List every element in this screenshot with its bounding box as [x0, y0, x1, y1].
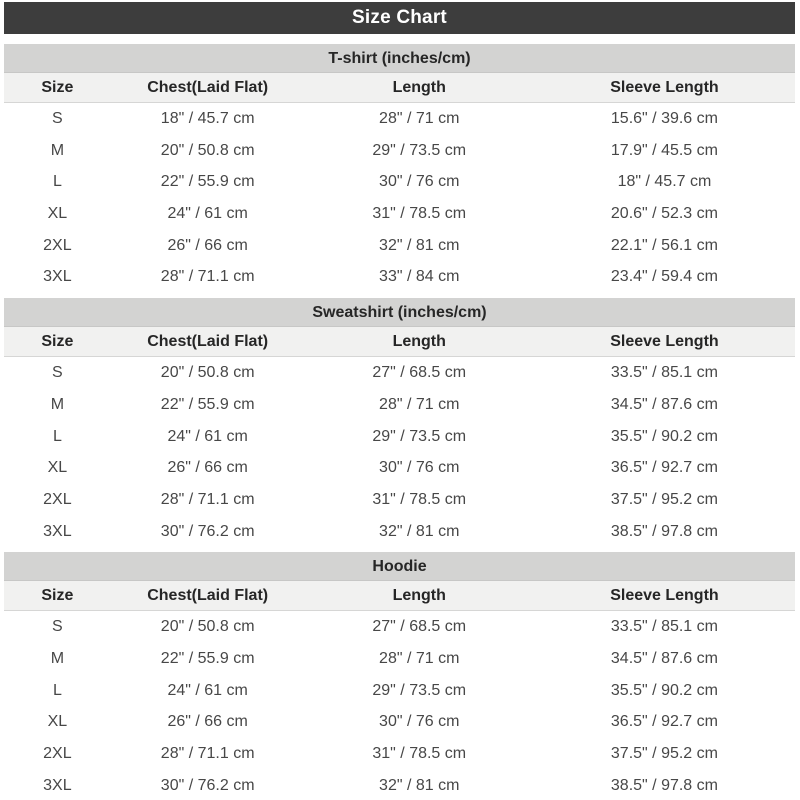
length-cell: 29" / 73.5 cm [372, 681, 467, 699]
size-cell: 3XL [43, 268, 72, 286]
sleeve-cell: 35.5" / 90.2 cm [610, 427, 718, 445]
size-cell: S [52, 110, 63, 127]
section-title-tshirt: T-shirt (inches/cm) [4, 44, 795, 73]
size-cell: XL [47, 713, 68, 731]
size-cell: 2XL [43, 490, 72, 508]
section-hoodie [4, 552, 795, 800]
size-cell: 2XL [43, 745, 72, 762]
length-cell: 32" / 81 cm [379, 776, 460, 794]
chest-cell: 18" / 45.7 cm [160, 110, 255, 127]
column-header-length: Length [392, 333, 446, 351]
chest-cell: 30" / 76.2 cm [160, 776, 255, 794]
chest-cell: 24" / 61 cm [167, 427, 248, 445]
sleeve-cell: 15.6" / 39.6 cm [610, 110, 718, 127]
sleeve-cell: 35.5" / 90.2 cm [610, 681, 718, 699]
length-cell: 29" / 73.5 cm [372, 141, 467, 159]
length-cell: 32" / 81 cm [379, 236, 460, 254]
table-body-hoodie [4, 611, 795, 800]
length-cell: 31" / 78.5 cm [372, 490, 467, 508]
column-header-sleeve: Sleeve Length [610, 79, 719, 96]
table-row [4, 261, 795, 293]
sleeve-cell: 20.6" / 52.3 cm [610, 205, 718, 223]
table-row [4, 516, 795, 548]
sleeve-cell: 22.1" / 56.1 cm [610, 236, 718, 254]
chest-cell: 22" / 55.9 cm [160, 395, 255, 413]
table-body-tshirt [4, 103, 795, 293]
table-row [4, 357, 795, 389]
chest-cell: 28" / 71.1 cm [160, 268, 255, 286]
length-cell: 28" / 71 cm [379, 395, 460, 413]
column-header-chest: Chest(Laid Flat) [147, 587, 269, 605]
column-header-size: Size [41, 333, 74, 351]
size-cell: 3XL [43, 776, 72, 794]
length-cell: 30" / 76 cm [379, 459, 460, 477]
size-cell: XL [47, 459, 68, 477]
size-cell: L [52, 427, 62, 445]
length-cell: 27" / 68.5 cm [372, 618, 467, 636]
chest-cell: 20" / 50.8 cm [160, 141, 255, 159]
section-tshirt [4, 44, 795, 293]
table-row [4, 770, 795, 800]
length-cell: 31" / 78.5 cm [372, 745, 467, 762]
column-header-length: Length [392, 587, 446, 605]
table-row [4, 675, 795, 707]
length-cell: 32" / 81 cm [379, 522, 460, 540]
table-body-sweatshirt [4, 357, 795, 547]
length-cell: 33" / 84 cm [379, 268, 460, 286]
section-title-sweatshirt: Sweatshirt (inches/cm) [4, 298, 795, 327]
column-header-size: Size [41, 587, 74, 605]
table-row [4, 706, 795, 738]
length-cell: 30" / 76 cm [379, 713, 460, 731]
chest-cell: 26" / 66 cm [167, 713, 248, 731]
table-row [4, 230, 795, 262]
sleeve-cell: 37.5" / 95.2 cm [610, 745, 718, 762]
sleeve-cell: 34.5" / 87.6 cm [610, 649, 718, 667]
length-cell: 31" / 78.5 cm [372, 205, 467, 223]
page-title: Size Chart [4, 2, 795, 34]
column-header-length: Length [392, 79, 446, 96]
sleeve-cell: 34.5" / 87.6 cm [610, 395, 718, 413]
length-cell: 28" / 71 cm [379, 110, 460, 127]
chest-cell: 20" / 50.8 cm [160, 364, 255, 382]
table-row [4, 611, 795, 643]
size-cell: XL [47, 205, 68, 223]
chest-cell: 24" / 61 cm [167, 205, 248, 223]
sleeve-cell: 38.5" / 97.8 cm [610, 522, 718, 540]
sleeve-cell: 33.5" / 85.1 cm [610, 618, 718, 636]
chest-cell: 28" / 71.1 cm [160, 745, 255, 762]
size-cell: 2XL [43, 236, 72, 254]
chest-cell: 26" / 66 cm [167, 459, 248, 477]
section-title-hoodie: Hoodie [4, 552, 795, 581]
table-row [4, 103, 795, 135]
length-cell: 30" / 76 cm [379, 173, 460, 191]
chest-cell: 24" / 61 cm [167, 681, 248, 699]
size-cell: 3XL [43, 522, 72, 540]
column-header-size: Size [41, 79, 74, 96]
chest-cell: 20" / 50.8 cm [160, 618, 255, 636]
table-row [4, 738, 795, 770]
sleeve-cell: 23.4" / 59.4 cm [610, 268, 718, 286]
length-cell: 28" / 71 cm [379, 649, 460, 667]
table-row [4, 198, 795, 230]
size-cell: M [50, 649, 65, 667]
size-cell: M [50, 141, 65, 159]
length-cell: 27" / 68.5 cm [372, 364, 467, 382]
sleeve-cell: 37.5" / 95.2 cm [610, 490, 718, 508]
sleeve-cell: 33.5" / 85.1 cm [610, 364, 718, 382]
table-row [4, 389, 795, 421]
column-header-chest: Chest(Laid Flat) [147, 79, 269, 96]
table-row [4, 484, 795, 516]
table-row [4, 421, 795, 453]
table-row [4, 135, 795, 167]
column-header-chest: Chest(Laid Flat) [147, 333, 269, 351]
size-cell: S [52, 618, 63, 636]
column-header-sleeve: Sleeve Length [610, 587, 719, 605]
chest-cell: 22" / 55.9 cm [160, 173, 255, 191]
size-cell: L [52, 173, 62, 191]
sleeve-cell: 18" / 45.7 cm [617, 173, 712, 191]
size-cell: M [50, 395, 65, 413]
table-row [4, 452, 795, 484]
sleeve-cell: 36.5" / 92.7 cm [610, 459, 718, 477]
sleeve-cell: 36.5" / 92.7 cm [610, 713, 718, 731]
column-header-row [4, 73, 795, 103]
table-row [4, 166, 795, 198]
column-header-sleeve: Sleeve Length [610, 333, 719, 351]
size-cell: L [52, 681, 62, 699]
chest-cell: 28" / 71.1 cm [160, 490, 255, 508]
length-cell: 29" / 73.5 cm [372, 427, 467, 445]
column-header-row [4, 581, 795, 611]
chest-cell: 30" / 76.2 cm [160, 522, 255, 540]
table-row [4, 643, 795, 675]
sleeve-cell: 38.5" / 97.8 cm [610, 776, 718, 794]
chest-cell: 26" / 66 cm [167, 236, 248, 254]
chest-cell: 22" / 55.9 cm [160, 649, 255, 667]
column-header-row [4, 327, 795, 357]
sleeve-cell: 17.9" / 45.5 cm [610, 141, 718, 159]
size-cell: S [52, 364, 63, 382]
section-sweatshirt [4, 298, 795, 547]
